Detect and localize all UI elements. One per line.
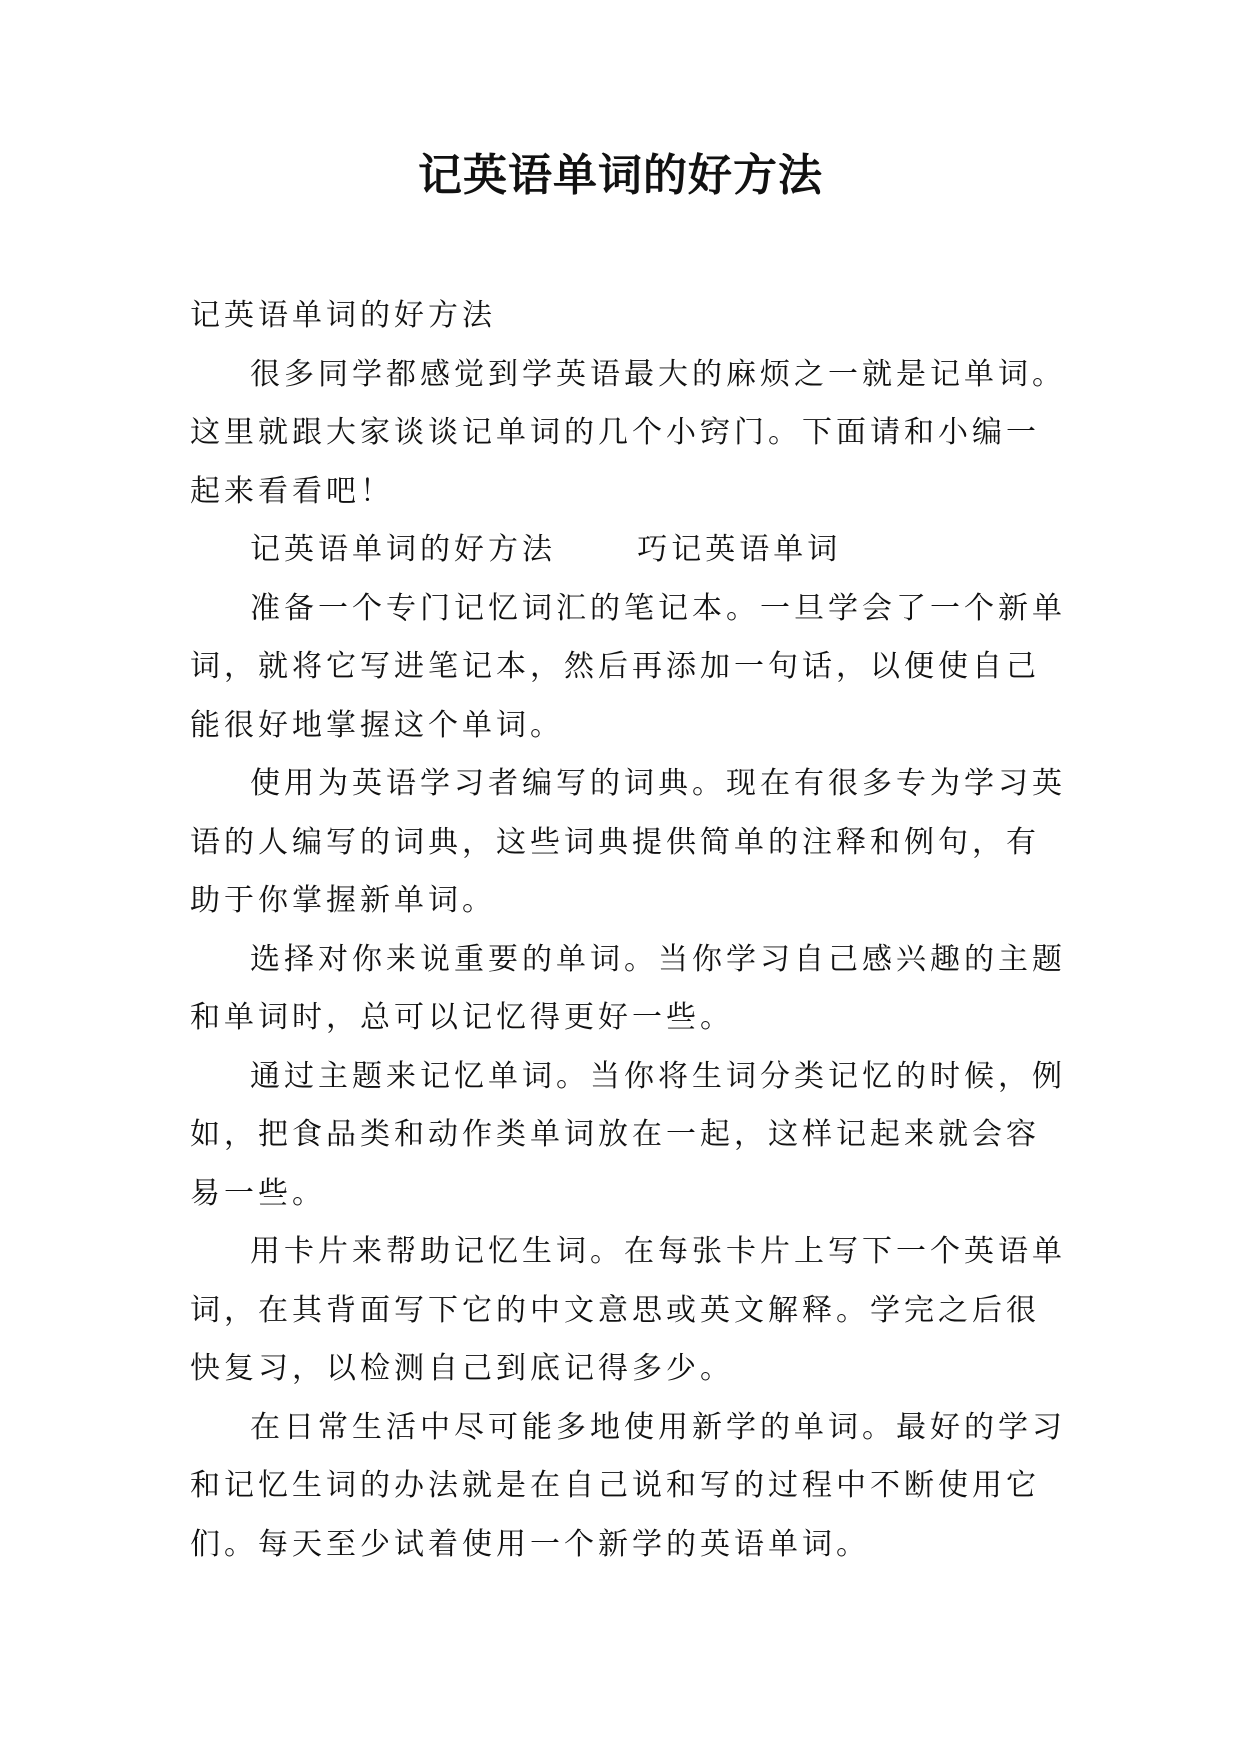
tip-paragraph-6: 在日常生活中尽可能多地使用新学的单词。最好的学习和记忆生词的办法就是在自己说和写的过程中不断使用它们。每天至少试着使用一个新学的英语单词。 <box>190 1409 1066 1562</box>
intro-paragraph: 很多同学都感觉到学英语最大的麻烦之一就是记单词。这里就跟大家谈谈记单词的几个小窍门。下面请和小编一起来看看吧！ <box>190 356 1066 509</box>
section-heading-left: 记英语单词的好方法 <box>250 532 556 567</box>
section-heading-right: 巧记英语单词 <box>637 532 842 567</box>
tip-paragraph-4: 通过主题来记忆单词。当你将生词分类记忆的时候，例如，把食品类和动作类单词放在一起，这样记起来就会容易一些。 <box>190 1058 1066 1211</box>
tip-paragraph-3: 选择对你来说重要的单词。当你学习自己感兴趣的主题和单词时，总可以记忆得更好一些。 <box>190 941 1066 1035</box>
tip-paragraph-1: 准备一个专门记忆词汇的笔记本。一旦学会了一个新单词，就将它写进笔记本，然后再添加一句话，以便使自己能很好地掌握这个单词。 <box>190 590 1066 743</box>
document-subtitle: 记英语单词的好方法 <box>190 298 496 333</box>
tip-paragraph-5: 用卡片来帮助记忆生词。在每张卡片上写下一个英语单词，在其背面写下它的中文意思或英文解释。学完之后很快复习，以检测自己到底记得多少。 <box>190 1234 1066 1386</box>
document-title: 记英语单词的好方法 <box>418 150 823 201</box>
section-heading <box>190 521 1070 580</box>
tip-paragraph-2: 使用为英语学习者编写的词典。现在有很多专为学习英语的人编写的词典，这些词典提供简单的注释和例句，有助于你掌握新单词。 <box>190 766 1066 918</box>
document-body <box>190 287 1070 1574</box>
